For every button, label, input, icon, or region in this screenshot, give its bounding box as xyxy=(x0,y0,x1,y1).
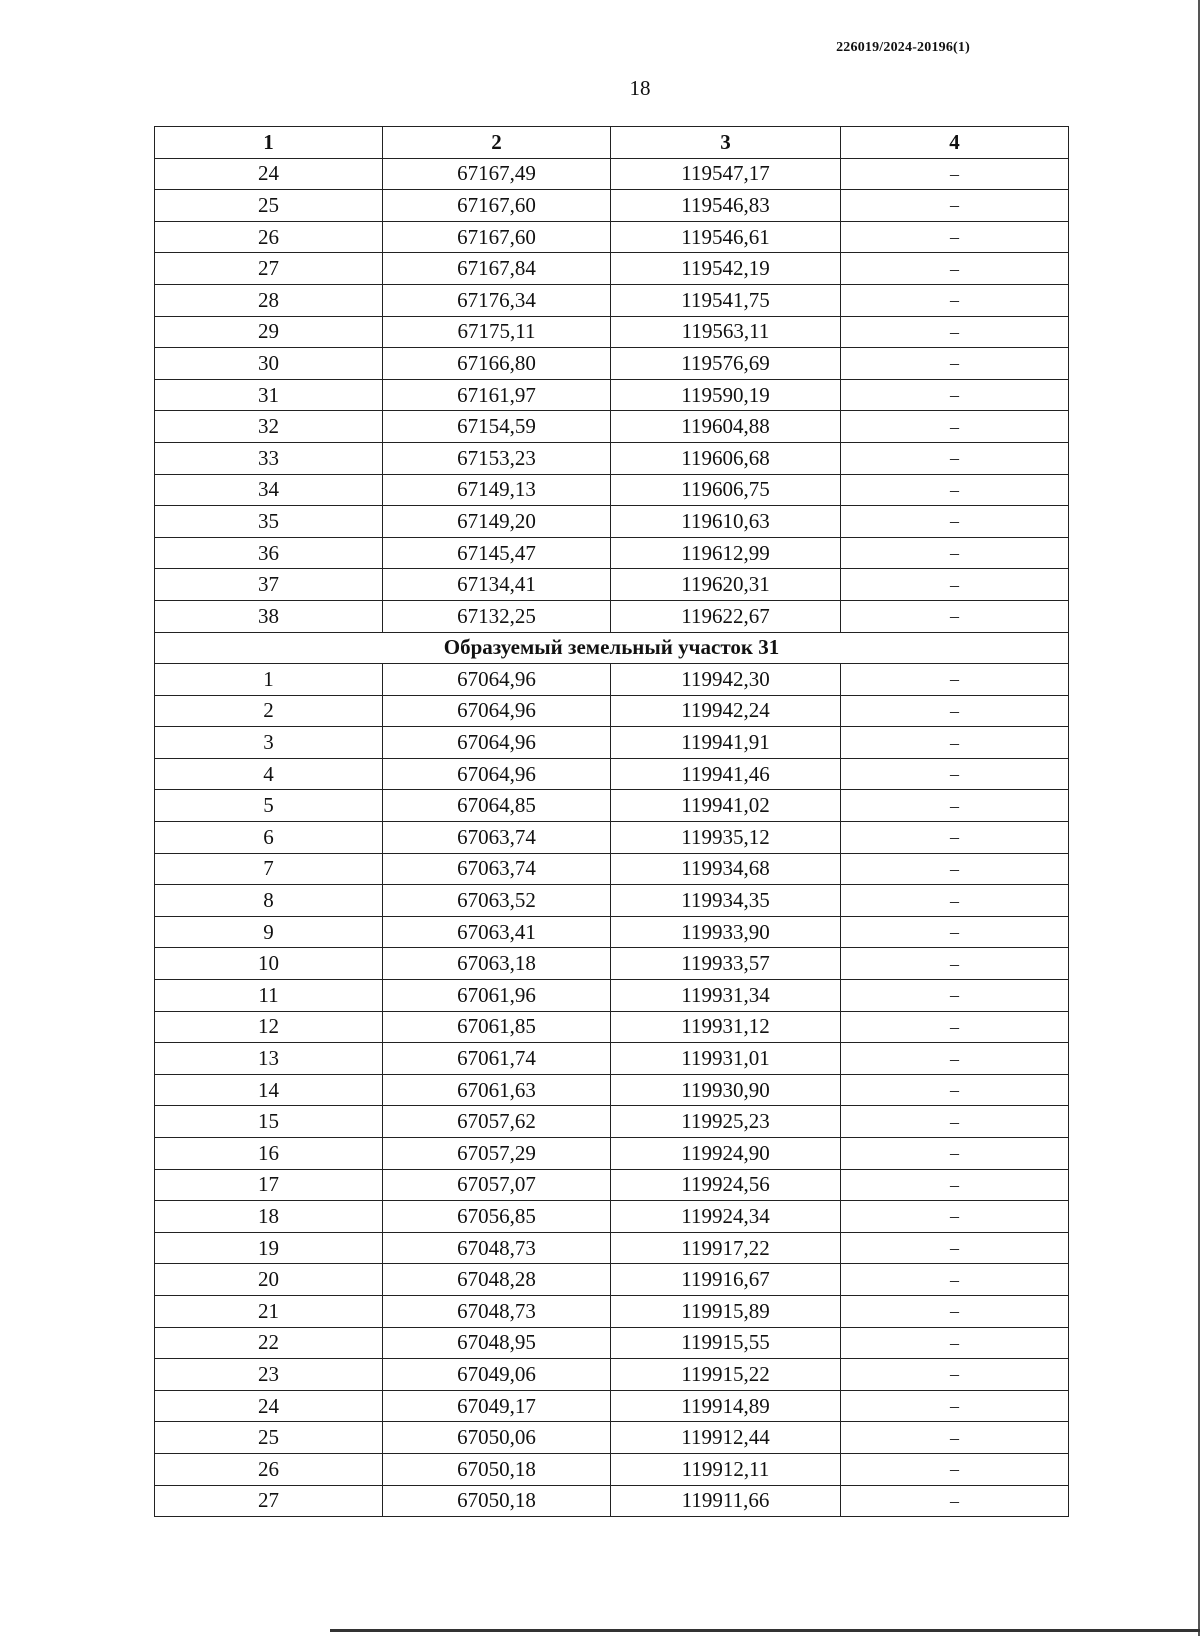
table-cell: 119931,12 xyxy=(611,1011,841,1043)
table-cell: 67048,95 xyxy=(383,1327,611,1359)
table-cell: 67057,07 xyxy=(383,1169,611,1201)
table-row xyxy=(155,853,1069,885)
table-cell: 15 xyxy=(155,1106,383,1138)
dash-cell: – xyxy=(841,1264,1069,1296)
dash-cell: – xyxy=(841,916,1069,948)
table-cell: 67149,13 xyxy=(383,474,611,506)
table-cell: 67134,41 xyxy=(383,569,611,601)
table-cell: 27 xyxy=(155,253,383,285)
table-cell: 119912,44 xyxy=(611,1422,841,1454)
dash-cell: – xyxy=(841,1232,1069,1264)
dash-cell: – xyxy=(841,1106,1069,1138)
table-cell: 119542,19 xyxy=(611,253,841,285)
table-cell: 67050,06 xyxy=(383,1422,611,1454)
dash-cell: – xyxy=(841,1201,1069,1233)
table-row xyxy=(155,1138,1069,1170)
table-cell: 67050,18 xyxy=(383,1485,611,1517)
table-row xyxy=(155,980,1069,1012)
dash-cell: – xyxy=(841,1485,1069,1517)
table-cell: 67063,74 xyxy=(383,822,611,854)
table-cell: 7 xyxy=(155,853,383,885)
dash-cell: – xyxy=(841,316,1069,348)
table-cell: 4 xyxy=(155,758,383,790)
table-cell: 119915,89 xyxy=(611,1295,841,1327)
table-row xyxy=(155,758,1069,790)
table-row xyxy=(155,569,1069,601)
table-row xyxy=(155,411,1069,443)
table-cell: 22 xyxy=(155,1327,383,1359)
table-row xyxy=(155,379,1069,411)
table-row xyxy=(155,1422,1069,1454)
table-row xyxy=(155,1201,1069,1233)
table-row xyxy=(155,158,1069,190)
table-cell: 119912,11 xyxy=(611,1453,841,1485)
table-cell: 67061,96 xyxy=(383,980,611,1012)
dash-cell: – xyxy=(841,1295,1069,1327)
dash-cell: – xyxy=(841,1422,1069,1454)
table-row xyxy=(155,284,1069,316)
dash-cell: – xyxy=(841,1327,1069,1359)
dash-cell: – xyxy=(841,537,1069,569)
table-cell: 24 xyxy=(155,158,383,190)
dash-cell: – xyxy=(841,348,1069,380)
column-header: 3 xyxy=(611,127,841,159)
table-cell: 119911,66 xyxy=(611,1485,841,1517)
table-row xyxy=(155,190,1069,222)
table-body-part1 xyxy=(155,158,1069,632)
table-cell: 67049,06 xyxy=(383,1359,611,1391)
table-cell: 24 xyxy=(155,1390,383,1422)
table-cell: 119934,35 xyxy=(611,885,841,917)
table-cell: 17 xyxy=(155,1169,383,1201)
table-cell: 2 xyxy=(155,695,383,727)
table-cell: 119925,23 xyxy=(611,1106,841,1138)
table-row xyxy=(155,727,1069,759)
table-cell: 21 xyxy=(155,1295,383,1327)
table-row xyxy=(155,1043,1069,1075)
table-row xyxy=(155,1011,1069,1043)
dash-cell: – xyxy=(841,506,1069,538)
dash-cell: – xyxy=(841,980,1069,1012)
table-cell: 37 xyxy=(155,569,383,601)
dash-cell: – xyxy=(841,569,1069,601)
table-cell: 32 xyxy=(155,411,383,443)
table-cell: 36 xyxy=(155,537,383,569)
table-cell: 67166,80 xyxy=(383,348,611,380)
table-cell: 67176,34 xyxy=(383,284,611,316)
column-header: 2 xyxy=(383,127,611,159)
table-header-row xyxy=(155,127,1069,159)
dash-cell: – xyxy=(841,442,1069,474)
table-cell: 119942,24 xyxy=(611,695,841,727)
table-cell: 67064,96 xyxy=(383,695,611,727)
table-cell: 13 xyxy=(155,1043,383,1075)
dash-cell: – xyxy=(841,1074,1069,1106)
table-cell: 14 xyxy=(155,1074,383,1106)
table-cell: 29 xyxy=(155,316,383,348)
table-row xyxy=(155,537,1069,569)
dash-cell: – xyxy=(841,1453,1069,1485)
table-row xyxy=(155,695,1069,727)
table-cell: 119622,67 xyxy=(611,600,841,632)
table-cell: 12 xyxy=(155,1011,383,1043)
table-cell: 119931,34 xyxy=(611,980,841,1012)
scan-edge xyxy=(330,1629,1200,1632)
table-cell: 67167,49 xyxy=(383,158,611,190)
table-row xyxy=(155,885,1069,917)
dash-cell: – xyxy=(841,474,1069,506)
table-cell: 67049,17 xyxy=(383,1390,611,1422)
table-cell: 19 xyxy=(155,1232,383,1264)
table-cell: 67061,85 xyxy=(383,1011,611,1043)
table-cell: 119604,88 xyxy=(611,411,841,443)
table-cell: 26 xyxy=(155,1453,383,1485)
table-cell: 67064,96 xyxy=(383,664,611,696)
table-cell: 119941,02 xyxy=(611,790,841,822)
table-row xyxy=(155,1074,1069,1106)
table-cell: 119915,22 xyxy=(611,1359,841,1391)
table-cell: 18 xyxy=(155,1201,383,1233)
table-cell: 119606,75 xyxy=(611,474,841,506)
table-cell: 119933,90 xyxy=(611,916,841,948)
table-cell: 25 xyxy=(155,1422,383,1454)
dash-cell: – xyxy=(841,853,1069,885)
section-title: Образуемый земельный участок 31 xyxy=(155,632,1069,664)
table-cell: 23 xyxy=(155,1359,383,1391)
table-row xyxy=(155,442,1069,474)
table-cell: 119546,83 xyxy=(611,190,841,222)
table-cell: 26 xyxy=(155,221,383,253)
table-cell: 67061,74 xyxy=(383,1043,611,1075)
dash-cell: – xyxy=(841,253,1069,285)
table-cell: 8 xyxy=(155,885,383,917)
table-row xyxy=(155,916,1069,948)
table-cell: 119610,63 xyxy=(611,506,841,538)
table-cell: 67057,29 xyxy=(383,1138,611,1170)
table-cell: 67149,20 xyxy=(383,506,611,538)
table-cell: 119914,89 xyxy=(611,1390,841,1422)
table-cell: 67063,18 xyxy=(383,948,611,980)
document-number: 226019/2024-20196(1) xyxy=(836,40,970,55)
table-cell: 119590,19 xyxy=(611,379,841,411)
table-cell: 67048,28 xyxy=(383,1264,611,1296)
table-cell: 119917,22 xyxy=(611,1232,841,1264)
table-cell: 38 xyxy=(155,600,383,632)
table-row xyxy=(155,1232,1069,1264)
table-cell: 10 xyxy=(155,948,383,980)
table-row xyxy=(155,822,1069,854)
table-cell: 28 xyxy=(155,284,383,316)
table-row xyxy=(155,1359,1069,1391)
table-cell: 67064,96 xyxy=(383,727,611,759)
table-cell: 119916,67 xyxy=(611,1264,841,1296)
table-cell: 67167,60 xyxy=(383,221,611,253)
dash-cell: – xyxy=(841,600,1069,632)
table-cell: 119924,34 xyxy=(611,1201,841,1233)
table-cell: 25 xyxy=(155,190,383,222)
table-cell: 67048,73 xyxy=(383,1295,611,1327)
dash-cell: – xyxy=(841,822,1069,854)
table-cell: 119546,61 xyxy=(611,221,841,253)
page-number: 18 xyxy=(629,76,651,100)
table-cell: 5 xyxy=(155,790,383,822)
table-cell: 9 xyxy=(155,916,383,948)
table-cell: 1 xyxy=(155,664,383,696)
table-cell: 67132,25 xyxy=(383,600,611,632)
coordinates-table xyxy=(154,126,1069,1517)
table-cell: 67064,85 xyxy=(383,790,611,822)
table-cell: 6 xyxy=(155,822,383,854)
dash-cell: – xyxy=(841,1138,1069,1170)
table-cell: 119576,69 xyxy=(611,348,841,380)
dash-cell: – xyxy=(841,758,1069,790)
dash-cell: – xyxy=(841,1169,1069,1201)
dash-cell: – xyxy=(841,379,1069,411)
table-cell: 31 xyxy=(155,379,383,411)
dash-cell: – xyxy=(841,1390,1069,1422)
table-cell: 67061,63 xyxy=(383,1074,611,1106)
table-cell: 119931,01 xyxy=(611,1043,841,1075)
table-cell: 67050,18 xyxy=(383,1453,611,1485)
table-cell: 27 xyxy=(155,1485,383,1517)
table-cell: 119606,68 xyxy=(611,442,841,474)
table-cell: 67057,62 xyxy=(383,1106,611,1138)
table-row xyxy=(155,316,1069,348)
table-cell: 67153,23 xyxy=(383,442,611,474)
table-cell: 67063,74 xyxy=(383,853,611,885)
dash-cell: – xyxy=(841,411,1069,443)
table-row xyxy=(155,664,1069,696)
table-cell: 119915,55 xyxy=(611,1327,841,1359)
table-cell: 119934,68 xyxy=(611,853,841,885)
table-cell: 35 xyxy=(155,506,383,538)
table-cell: 119924,56 xyxy=(611,1169,841,1201)
table-cell: 119935,12 xyxy=(611,822,841,854)
table-row xyxy=(155,221,1069,253)
table-row xyxy=(155,1485,1069,1517)
table-row xyxy=(155,1453,1069,1485)
table-cell: 119612,99 xyxy=(611,537,841,569)
table-cell: 67175,11 xyxy=(383,316,611,348)
table-cell: 119563,11 xyxy=(611,316,841,348)
table-cell: 67167,60 xyxy=(383,190,611,222)
table-cell: 30 xyxy=(155,348,383,380)
table-cell: 67056,85 xyxy=(383,1201,611,1233)
table-cell: 119941,91 xyxy=(611,727,841,759)
table-row xyxy=(155,1295,1069,1327)
table-row xyxy=(155,1327,1069,1359)
table-cell: 119541,75 xyxy=(611,284,841,316)
table-cell: 20 xyxy=(155,1264,383,1296)
table-row xyxy=(155,790,1069,822)
table-cell: 119547,17 xyxy=(611,158,841,190)
table-row xyxy=(155,1106,1069,1138)
dash-cell: – xyxy=(841,190,1069,222)
dash-cell: – xyxy=(841,221,1069,253)
table-cell: 119942,30 xyxy=(611,664,841,696)
table-cell: 67167,84 xyxy=(383,253,611,285)
dash-cell: – xyxy=(841,1011,1069,1043)
table-cell: 119924,90 xyxy=(611,1138,841,1170)
dash-cell: – xyxy=(841,664,1069,696)
dash-cell: – xyxy=(841,948,1069,980)
dash-cell: – xyxy=(841,695,1069,727)
dash-cell: – xyxy=(841,284,1069,316)
table-cell: 33 xyxy=(155,442,383,474)
table-row xyxy=(155,1390,1069,1422)
dash-cell: – xyxy=(841,1359,1069,1391)
table-cell: 67161,97 xyxy=(383,379,611,411)
dash-cell: – xyxy=(841,158,1069,190)
table-cell: 119620,31 xyxy=(611,569,841,601)
section-row xyxy=(155,632,1069,664)
table-cell: 3 xyxy=(155,727,383,759)
dash-cell: – xyxy=(841,727,1069,759)
table-row xyxy=(155,1264,1069,1296)
table-row xyxy=(155,474,1069,506)
table-row xyxy=(155,506,1069,538)
table-row xyxy=(155,948,1069,980)
table-row xyxy=(155,348,1069,380)
column-header: 1 xyxy=(155,127,383,159)
table-cell: 16 xyxy=(155,1138,383,1170)
column-header: 4 xyxy=(841,127,1069,159)
table-body-part2 xyxy=(155,664,1069,1517)
dash-cell: – xyxy=(841,1043,1069,1075)
table-cell: 119933,57 xyxy=(611,948,841,980)
table-cell: 11 xyxy=(155,980,383,1012)
table-cell: 119941,46 xyxy=(611,758,841,790)
table-cell: 67154,59 xyxy=(383,411,611,443)
table-cell: 67063,41 xyxy=(383,916,611,948)
dash-cell: – xyxy=(841,790,1069,822)
table-row xyxy=(155,600,1069,632)
table-cell: 119930,90 xyxy=(611,1074,841,1106)
table-row xyxy=(155,1169,1069,1201)
table-cell: 67048,73 xyxy=(383,1232,611,1264)
table-cell: 67064,96 xyxy=(383,758,611,790)
dash-cell: – xyxy=(841,885,1069,917)
table-cell: 34 xyxy=(155,474,383,506)
table-cell: 67145,47 xyxy=(383,537,611,569)
table-cell: 67063,52 xyxy=(383,885,611,917)
table-row xyxy=(155,253,1069,285)
